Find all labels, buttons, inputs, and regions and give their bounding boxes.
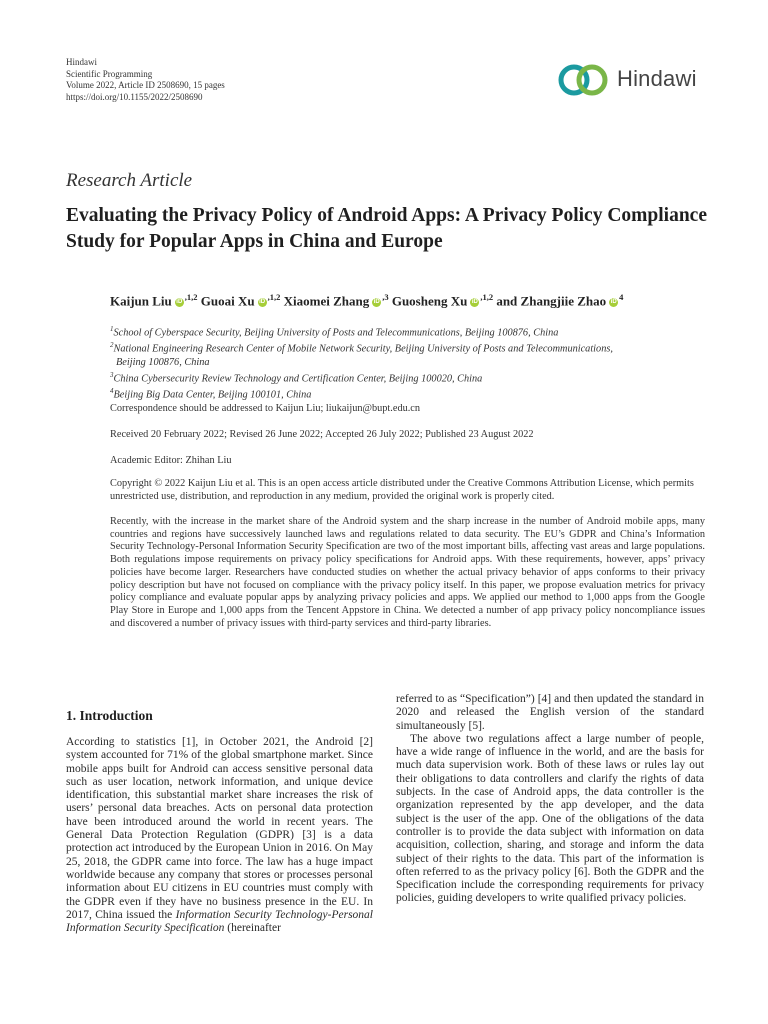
section-heading: 1. Introduction [66,708,153,723]
body-paragraph: referred to as “Specification”) [4] and then updated the standard in 2020 and released the English version of the standard simultaneously [5]. [396,693,704,732]
affiliation-text: National Engineering Research Center of Mobile Network Security, Beijing University of Posts and Telecommunications, [113,343,613,355]
author-name[interactable]: Guoai Xu [200,293,255,309]
logo-wordmark: Hindawi [617,66,697,91]
affiliations [110,323,613,402]
affiliation [110,385,613,401]
affiliation-continued: Beijing 100876, China [116,356,210,368]
affiliation-number: 2 [110,341,114,350]
hindawi-rings-icon [556,60,614,100]
affiliation-number: 3 [110,370,114,379]
body-paragraph: The above two regulations affect a large number of people, have a wide range of influence in the world, and are the basis for much data supervision work. Both of these laws or rules lay out their obligations to data controllers and clarify the rights of data subjects. In the case of Android apps, the data controller is the organization represented by the app developer, and the data subject is the user of the app. One of the obligations of the data controller is to provide the data subject with information on data acquisition, collection, sharing, and storage and inform the data subject of their rights to the data. This part of the information is often referred to as the privacy policy [6]. Both the GDPR and the Specification include the corresponding requirements for privacy policies, guiding developers to write qualified privacy policies. [396,732,704,905]
affiliation [110,339,613,355]
author-affil-sup: 4 [619,292,624,302]
body-text: According to statistics [1], in October 2021, the Android [2] system accounted for 71% of the global smartphone market. Since mobile apps built for Android can access sensitive personal data such as user location, network information, and unique device identification, this substantial market share increases the risk of users’ personal data breaches. Acts on personal data protection have been introduced around the world in recent years. The General Data Protection Regulation (GDPR) [3] is a data protection act introduced by the European Union in 2016. On May 25, 2018, the GDPR came into force. The law has a huge impact worldwide because any company that stores or processes personal information about EU citizens in EU countries must comply with the GDPR even if they have no business presence in the EU. In 2017, China issued the [66,736,373,921]
author-affil-sup: ,1,2 [480,292,494,302]
body-text: (hereinafter [224,922,281,935]
correspondence: Correspondence should be addressed to Kaijun Liu; liukaijun@bupt.edu.cn [110,403,421,414]
author-name[interactable]: Guosheng Xu [391,293,468,309]
orcid-icon[interactable]: iD [259,298,266,305]
publisher-name: Hindawi [66,57,97,67]
body-column-left [66,736,373,935]
author-conjunction: and [496,293,518,309]
copyright-notice: Copyright © 2022 Kaijun Liu et al. This is an open access article distributed under the Creative Commons Attribution License, which permits unrestricted use, distribution, and reproduction in any medium, provided the original work is properly cited. [110,478,694,502]
affiliation-text: School of Cyberspace Security, Beijing University of Posts and Telecommunications, Beijing 100876, China [113,327,559,339]
journal-name: Scientific Programming [66,68,153,79]
affiliation [110,323,613,339]
orcid-icon[interactable]: iD [176,298,183,305]
journal-meta [66,57,225,103]
author-affil-sup: ,3 [382,292,389,302]
author-name[interactable]: Xiaomei Zhang [283,293,370,309]
academic-editor: Academic Editor: Zhihan Liu [110,455,232,466]
article-title: Evaluating the Privacy Policy of Android Apps: A Privacy Policy Compliance Study for Popular Apps in China and Europe [66,205,707,252]
orcid-icon[interactable]: iD [471,298,478,305]
hindawi-logo[interactable] [556,60,706,100]
body-paragraph [66,736,373,935]
affiliation-number: 4 [110,387,114,396]
affiliation-text: Beijing Big Data Center, Beijing 100101, China [113,389,312,401]
affiliation [110,369,613,385]
article-type: Research Article [66,170,193,191]
body-text-italic: Information Security Technology-Personal Information Security Specification [66,908,373,935]
author-affil-sup: ,1,2 [267,292,281,302]
volume-info: Volume 2022, Article ID 2508690, 15 pages [66,80,225,90]
author-list [110,292,623,309]
author-name[interactable]: Zhangjiie Zhao [520,293,607,309]
abstract: Recently, with the increase in the market share of the Android system and the sharp increase in the number of Android mobile apps, many countries and regions have successively launched laws and regulations related to data security. The EU’s GDPR and China’s Information Security Technology-Personal Information Security Specification are two of the most important bills, affecting vast areas and large populations. Both regulations impose requirements on privacy policy specifications for Android apps. With these requirements, however, apps’ privacy policies have become larger. Researchers have conducted studies on whether the actual privacy behavior of apps conforms to their privacy policy description but have not focused on compliance with the privacy policy itself. In this paper, we propose evaluation metrics for privacy policy compliance and evaluate popular apps by analyzing privacy policies and apps. We applied our method to 1,000 apps from the Google Play Store in Europe and 1,000 apps from the Tencent Appstore in China. We detected a number of app privacy policy noncompliance issues and discovered a number of privacy issues with third-party services and third-party libraries. [110,516,705,629]
orcid-icon[interactable]: iD [373,298,380,305]
body-column-right [396,693,704,906]
affiliation-text: China Cybersecurity Review Technology and Certification Center, Beijing 100020, China [113,373,483,385]
author-affil-sup: ,1,2 [184,292,198,302]
orcid-icon[interactable]: iD [610,298,617,305]
article-dates: Received 20 February 2022; Revised 26 June 2022; Accepted 26 July 2022; Published 23 August 2022 [110,429,534,440]
author-name[interactable]: Kaijun Liu [110,293,172,309]
doi-link[interactable]: https://doi.org/10.1155/2022/2508690 [66,91,203,102]
affiliation-number: 1 [110,325,114,333]
